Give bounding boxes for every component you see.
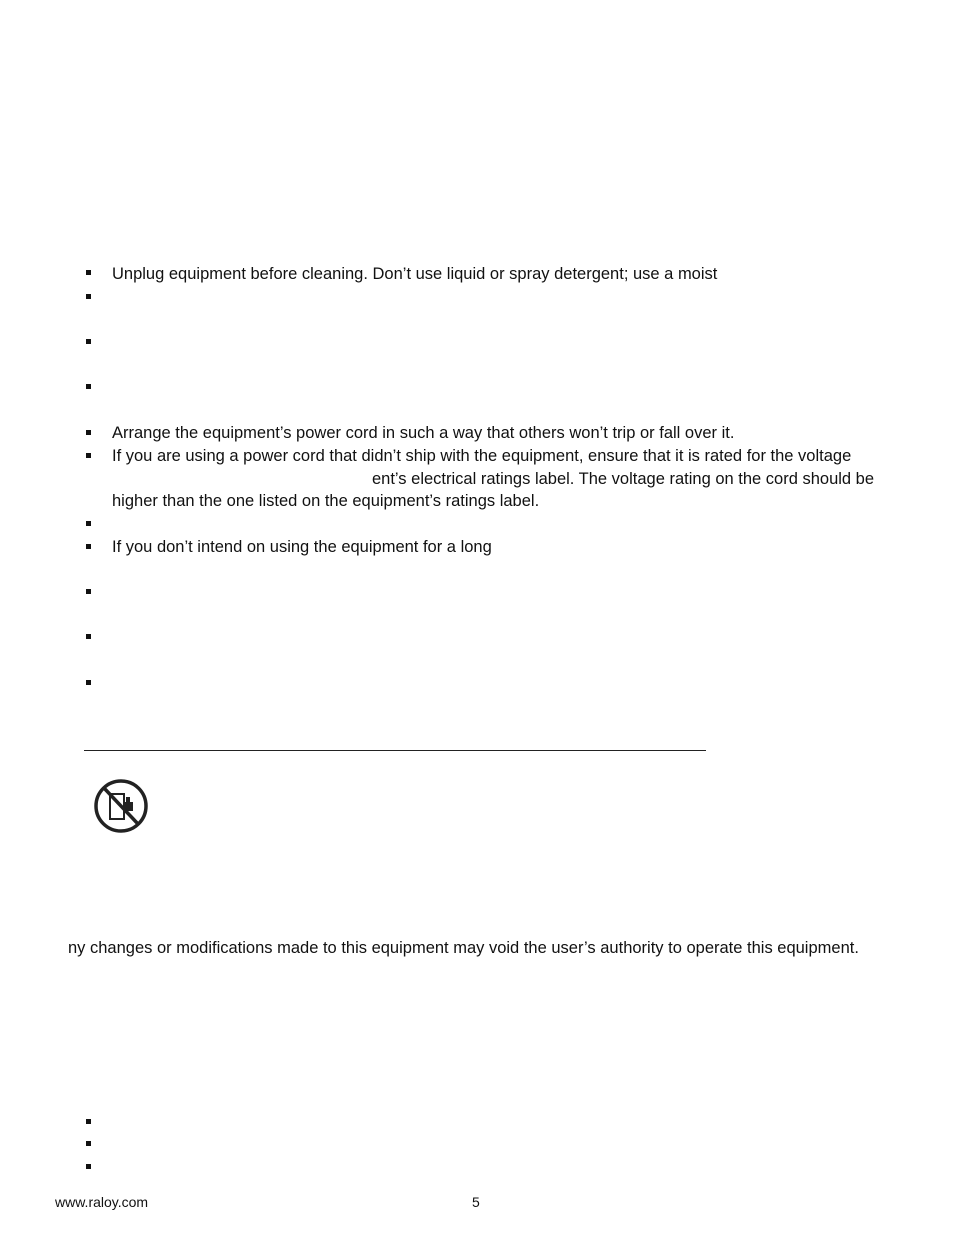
bullet-marker xyxy=(86,430,91,435)
bullet-marker xyxy=(86,521,91,526)
bullet-text: If you don’t intend on using the equipment for a long xyxy=(112,538,492,556)
bullet-marker xyxy=(86,1141,91,1146)
bullet-text: If you are using a power cord that didn’t ship with the equipment, ensure that it is rated for the voltage xyxy=(112,447,852,465)
compliance-notice: ny changes or modifications made to this equipment may void the user’s authority to operate this equipment. xyxy=(68,939,859,957)
no-stacking-icon xyxy=(92,778,150,834)
bullet-marker xyxy=(86,634,91,639)
bullet-continuation: ent’s electrical ratings label. The voltage rating on the cord should be xyxy=(372,470,875,488)
bullet-text: Arrange the equipment’s power cord in such a way that others won’t trip or fall over it. xyxy=(112,424,735,442)
bullet-marker xyxy=(86,544,91,549)
bullet-marker xyxy=(86,294,91,299)
bullet-continuation: higher than the one listed on the equipment’s ratings label. xyxy=(112,492,540,510)
footer-website: www.raloy.com xyxy=(55,1194,149,1210)
bullet-marker xyxy=(86,1119,91,1124)
section-divider xyxy=(84,750,706,751)
bullet-marker xyxy=(86,384,91,389)
bullet-marker xyxy=(86,339,91,344)
bullet-marker xyxy=(86,680,91,685)
footer-page-number: 5 xyxy=(472,1194,480,1210)
bullet-text: Unplug equipment before cleaning. Don’t use liquid or spray detergent; use a moist xyxy=(112,265,718,283)
bullet-marker xyxy=(86,589,91,594)
bullet-marker xyxy=(86,1164,91,1169)
bullet-marker xyxy=(86,270,91,275)
bullet-marker xyxy=(86,453,91,458)
